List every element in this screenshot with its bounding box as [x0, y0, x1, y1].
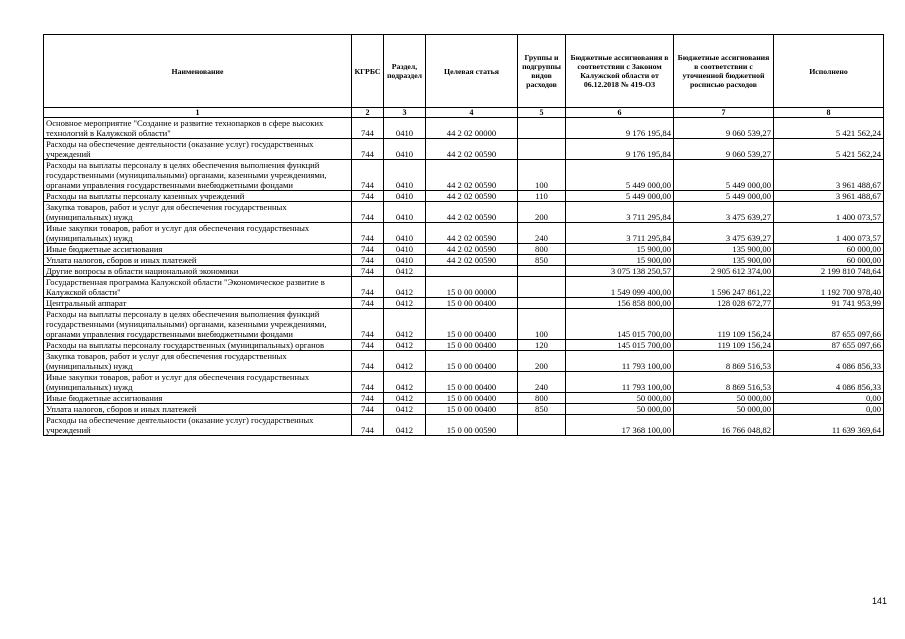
row-executed-amount: 4 086 856,33 — [774, 351, 884, 372]
header-executed: Исполнено — [774, 35, 884, 108]
row-kgrbs: 744 — [352, 393, 384, 404]
column-number: 7 — [674, 108, 774, 118]
row-executed-amount: 4 086 856,33 — [774, 372, 884, 393]
row-section: 0410 — [384, 118, 426, 139]
column-number: 6 — [566, 108, 674, 118]
table-row — [44, 202, 884, 223]
row-executed-amount: 87 655 097,66 — [774, 340, 884, 351]
row-section: 0410 — [384, 255, 426, 266]
row-section: 0410 — [384, 202, 426, 223]
header-row — [44, 35, 884, 108]
row-group: 800 — [518, 393, 566, 404]
table-body — [44, 118, 884, 436]
row-kgrbs: 744 — [352, 298, 384, 309]
row-name: Иные закупки товаров, работ и услуг для обеспечения государственных (муниципальных) нужд — [44, 223, 352, 244]
row-group — [518, 139, 566, 160]
row-refined-amount: 8 869 516,53 — [674, 372, 774, 393]
row-kgrbs: 744 — [352, 139, 384, 160]
column-number: 3 — [384, 108, 426, 118]
row-refined-amount: 2 905 612 374,00 — [674, 266, 774, 277]
row-executed-amount: 0,00 — [774, 393, 884, 404]
row-name: Уплата налогов, сборов и иных платежей — [44, 404, 352, 415]
table-row — [44, 160, 884, 191]
row-group — [518, 266, 566, 277]
row-group: 240 — [518, 372, 566, 393]
row-refined-amount: 8 869 516,53 — [674, 351, 774, 372]
table-row — [44, 340, 884, 351]
row-law-amount: 145 015 700,00 — [566, 340, 674, 351]
row-name: Расходы на выплаты персоналу государственных (муниципальных) органов — [44, 340, 352, 351]
column-number: 1 — [44, 108, 352, 118]
table-row — [44, 191, 884, 202]
row-target: 44 2 02 00590 — [426, 202, 518, 223]
row-refined-amount: 1 596 247 861,22 — [674, 277, 774, 298]
row-refined-amount: 135 900,00 — [674, 255, 774, 266]
row-section: 0412 — [384, 266, 426, 277]
row-section: 0410 — [384, 223, 426, 244]
row-executed-amount: 5 421 562,24 — [774, 118, 884, 139]
row-target: 15 0 00 00400 — [426, 351, 518, 372]
row-kgrbs: 744 — [352, 415, 384, 436]
row-group: 100 — [518, 309, 566, 340]
row-target: 44 2 02 00590 — [426, 191, 518, 202]
row-name: Иные закупки товаров, работ и услуг для обеспечения государственных (муниципальных) нужд — [44, 372, 352, 393]
row-law-amount: 145 015 700,00 — [566, 309, 674, 340]
row-law-amount: 9 176 195,84 — [566, 139, 674, 160]
row-target: 15 0 00 00400 — [426, 393, 518, 404]
row-target: 15 0 00 00400 — [426, 404, 518, 415]
column-number-row — [44, 108, 884, 118]
header-refined: Бюджетные ассигнования в соответствии с уточненной бюджетной росписью расходов — [674, 35, 774, 108]
row-executed-amount: 91 741 953,99 — [774, 298, 884, 309]
row-target: 44 2 02 00590 — [426, 223, 518, 244]
row-section: 0412 — [384, 372, 426, 393]
row-name: Расходы на обеспечение деятельности (оказание услуг) государственных учреждений — [44, 139, 352, 160]
row-refined-amount: 9 060 539,27 — [674, 118, 774, 139]
row-kgrbs: 744 — [352, 223, 384, 244]
column-number: 5 — [518, 108, 566, 118]
table-row — [44, 372, 884, 393]
row-refined-amount: 128 028 672,77 — [674, 298, 774, 309]
row-kgrbs: 744 — [352, 160, 384, 191]
row-group: 200 — [518, 351, 566, 372]
row-kgrbs: 744 — [352, 351, 384, 372]
table-row — [44, 255, 884, 266]
table-row — [44, 415, 884, 436]
table-row — [44, 309, 884, 340]
row-name: Расходы на обеспечение деятельности (оказание услуг) государственных учреждений — [44, 415, 352, 436]
row-target: 15 0 00 00400 — [426, 340, 518, 351]
row-law-amount: 50 000,00 — [566, 404, 674, 415]
row-law-amount: 11 793 100,00 — [566, 372, 674, 393]
row-executed-amount: 11 639 369,64 — [774, 415, 884, 436]
row-law-amount: 9 176 195,84 — [566, 118, 674, 139]
row-group — [518, 277, 566, 298]
row-group: 110 — [518, 191, 566, 202]
row-kgrbs: 744 — [352, 266, 384, 277]
table-row — [44, 266, 884, 277]
row-executed-amount: 3 961 488,67 — [774, 191, 884, 202]
row-section: 0412 — [384, 415, 426, 436]
row-name: Государственная программа Калужской области "Экономическое развитие в Калужской области" — [44, 277, 352, 298]
row-refined-amount: 5 449 000,00 — [674, 191, 774, 202]
row-name: Закупка товаров, работ и услуг для обеспечения государственных (муниципальных) нужд — [44, 351, 352, 372]
table-header — [44, 35, 884, 118]
row-group: 120 — [518, 340, 566, 351]
row-kgrbs: 744 — [352, 202, 384, 223]
table-row — [44, 244, 884, 255]
row-law-amount: 3 711 295,84 — [566, 223, 674, 244]
row-kgrbs: 744 — [352, 255, 384, 266]
row-group — [518, 415, 566, 436]
row-kgrbs: 744 — [352, 372, 384, 393]
row-refined-amount: 16 766 048,82 — [674, 415, 774, 436]
row-law-amount: 5 449 000,00 — [566, 191, 674, 202]
table-row — [44, 404, 884, 415]
row-law-amount: 1 549 099 400,00 — [566, 277, 674, 298]
row-kgrbs: 744 — [352, 191, 384, 202]
page-number: 141 — [872, 596, 888, 606]
table-row — [44, 139, 884, 160]
row-law-amount: 5 449 000,00 — [566, 160, 674, 191]
row-section: 0412 — [384, 340, 426, 351]
row-refined-amount: 3 475 639,27 — [674, 202, 774, 223]
row-target: 15 0 00 00000 — [426, 277, 518, 298]
row-section: 0412 — [384, 277, 426, 298]
row-kgrbs: 744 — [352, 309, 384, 340]
row-executed-amount: 1 192 700 978,40 — [774, 277, 884, 298]
row-executed-amount: 1 400 073,57 — [774, 223, 884, 244]
row-group — [518, 118, 566, 139]
header-name: Наименование — [44, 35, 352, 108]
table-row — [44, 393, 884, 404]
row-target: 15 0 00 00400 — [426, 309, 518, 340]
row-kgrbs: 744 — [352, 277, 384, 298]
table-row — [44, 223, 884, 244]
row-name: Закупка товаров, работ и услуг для обеспечения государственных (муниципальных) нужд — [44, 202, 352, 223]
row-kgrbs: 744 — [352, 118, 384, 139]
column-number: 2 — [352, 108, 384, 118]
row-section: 0410 — [384, 160, 426, 191]
row-section: 0410 — [384, 191, 426, 202]
header-group: Группы и подгруппы видов расходов — [518, 35, 566, 108]
row-target: 15 0 00 00400 — [426, 298, 518, 309]
table-row — [44, 298, 884, 309]
row-group: 200 — [518, 202, 566, 223]
row-target: 44 2 02 00590 — [426, 244, 518, 255]
row-section: 0412 — [384, 351, 426, 372]
row-target: 44 2 02 00590 — [426, 255, 518, 266]
row-section: 0410 — [384, 139, 426, 160]
table-row — [44, 277, 884, 298]
row-target: 44 2 02 00590 — [426, 139, 518, 160]
row-refined-amount: 50 000,00 — [674, 393, 774, 404]
row-executed-amount: 60 000,00 — [774, 244, 884, 255]
row-group: 100 — [518, 160, 566, 191]
row-section: 0410 — [384, 244, 426, 255]
table-row — [44, 351, 884, 372]
row-executed-amount: 1 400 073,57 — [774, 202, 884, 223]
row-refined-amount: 50 000,00 — [674, 404, 774, 415]
row-section: 0412 — [384, 298, 426, 309]
row-name: Другие вопросы в области национальной экономики — [44, 266, 352, 277]
row-group: 850 — [518, 404, 566, 415]
row-name: Расходы на выплаты персоналу в целях обеспечения выполнения функций государственными (муниципальными) органами, казенными учреждениями, органами управления государственными внебюджетными фондами — [44, 160, 352, 191]
row-target: 44 2 02 00000 — [426, 118, 518, 139]
header-law: Бюджетные ассигнования в соответствии с Законом Калужской области от 06.12.2018 № 419-ОЗ — [566, 35, 674, 108]
row-law-amount: 15 900,00 — [566, 255, 674, 266]
row-target: 15 0 00 00400 — [426, 372, 518, 393]
row-kgrbs: 744 — [352, 340, 384, 351]
header-section: Раздел, подраздел — [384, 35, 426, 108]
row-target: 44 2 02 00590 — [426, 160, 518, 191]
table-row — [44, 118, 884, 139]
row-refined-amount: 119 109 156,24 — [674, 309, 774, 340]
row-group — [518, 298, 566, 309]
row-executed-amount: 5 421 562,24 — [774, 139, 884, 160]
row-section: 0412 — [384, 393, 426, 404]
row-refined-amount: 9 060 539,27 — [674, 139, 774, 160]
row-group: 850 — [518, 255, 566, 266]
row-law-amount: 15 900,00 — [566, 244, 674, 255]
row-name: Расходы на выплаты персоналу казенных учреждений — [44, 191, 352, 202]
row-refined-amount: 119 109 156,24 — [674, 340, 774, 351]
row-target: 15 0 00 00590 — [426, 415, 518, 436]
row-name: Центральный аппарат — [44, 298, 352, 309]
row-kgrbs: 744 — [352, 244, 384, 255]
budget-table — [43, 34, 884, 436]
row-executed-amount: 2 199 810 748,64 — [774, 266, 884, 277]
row-name: Уплата налогов, сборов и иных платежей — [44, 255, 352, 266]
row-executed-amount: 0,00 — [774, 404, 884, 415]
row-group: 240 — [518, 223, 566, 244]
header-target: Целевая статья — [426, 35, 518, 108]
row-group: 800 — [518, 244, 566, 255]
row-executed-amount: 87 655 097,66 — [774, 309, 884, 340]
row-law-amount: 50 000,00 — [566, 393, 674, 404]
row-executed-amount: 3 961 488,67 — [774, 160, 884, 191]
row-executed-amount: 60 000,00 — [774, 255, 884, 266]
column-number: 8 — [774, 108, 884, 118]
row-law-amount: 3 711 295,84 — [566, 202, 674, 223]
row-law-amount: 3 075 138 250,57 — [566, 266, 674, 277]
row-section: 0412 — [384, 404, 426, 415]
row-name: Иные бюджетные ассигнования — [44, 393, 352, 404]
row-name: Иные бюджетные ассигнования — [44, 244, 352, 255]
row-law-amount: 11 793 100,00 — [566, 351, 674, 372]
row-section: 0412 — [384, 309, 426, 340]
column-number: 4 — [426, 108, 518, 118]
row-law-amount: 17 368 100,00 — [566, 415, 674, 436]
row-law-amount: 156 858 800,00 — [566, 298, 674, 309]
row-kgrbs: 744 — [352, 404, 384, 415]
row-refined-amount: 5 449 000,00 — [674, 160, 774, 191]
row-name: Основное мероприятие "Создание и развитие технопарков в сфере высоких технологий в Калужской области" — [44, 118, 352, 139]
row-target — [426, 266, 518, 277]
row-refined-amount: 3 475 639,27 — [674, 223, 774, 244]
header-kgrbs: КГРБС — [352, 35, 384, 108]
row-refined-amount: 135 900,00 — [674, 244, 774, 255]
row-name: Расходы на выплаты персоналу в целях обеспечения выполнения функций государственными (муниципальными) органами, казенными учреждениями, органами управления государственными внебюджетными фондами — [44, 309, 352, 340]
